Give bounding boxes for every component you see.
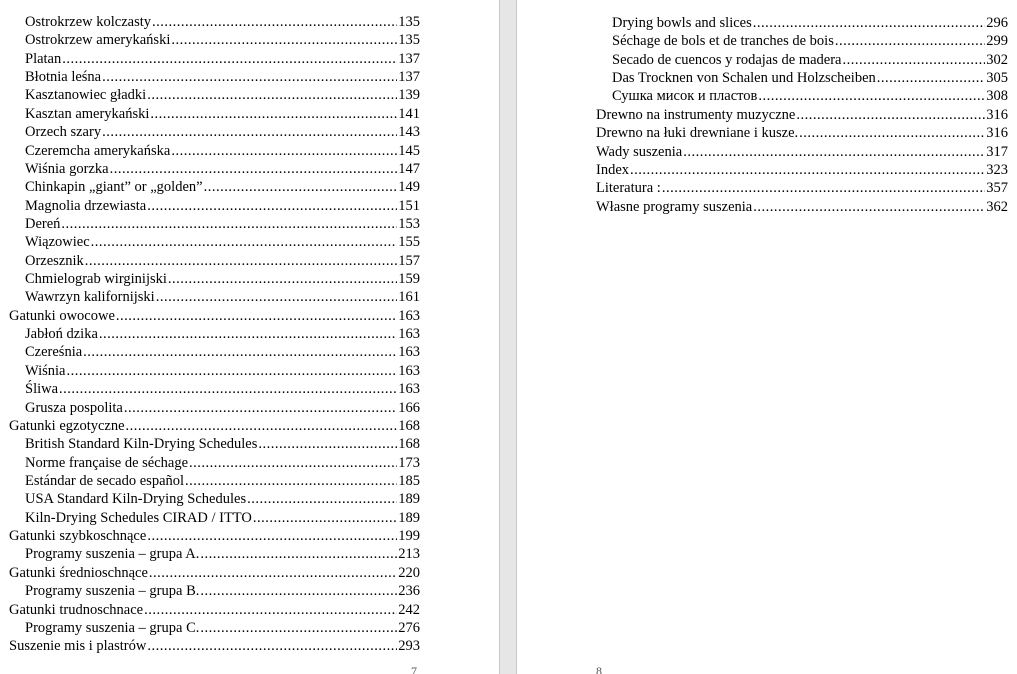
- toc-entry[interactable]: [9, 582, 420, 600]
- toc-entry[interactable]: [9, 325, 420, 343]
- toc-dot-leader: [204, 178, 397, 196]
- toc-dot-leader: [842, 51, 985, 69]
- toc-entry[interactable]: [9, 215, 420, 233]
- toc-entry-title: Literatura :: [596, 180, 661, 197]
- table-of-contents-right: [596, 14, 1008, 216]
- toc-dot-leader: [753, 14, 985, 32]
- toc-entry-title: Drewno na łuki drewniane i kusze.: [596, 125, 799, 142]
- toc-dot-leader: [99, 325, 397, 343]
- toc-dot-leader: [116, 307, 397, 325]
- toc-dot-leader: [124, 399, 397, 417]
- toc-entry-page-number: 166: [398, 399, 420, 416]
- toc-entry[interactable]: [9, 399, 420, 417]
- toc-entry[interactable]: [9, 252, 420, 270]
- toc-entry-title: Séchage de bols et de tranches de bois: [612, 33, 834, 50]
- toc-entry[interactable]: [596, 179, 1008, 197]
- toc-entry-title: Wiśnia: [25, 362, 66, 379]
- toc-dot-leader: [630, 161, 985, 179]
- toc-entry-page-number: 305: [986, 70, 1008, 87]
- toc-entry-page-number: 199: [398, 528, 420, 545]
- toc-entry[interactable]: [9, 545, 420, 563]
- toc-entry-page-number: 151: [398, 197, 420, 214]
- toc-entry-title: Secado de cuencos y rodajas de madera: [612, 51, 842, 68]
- toc-entry[interactable]: [9, 50, 420, 68]
- toc-dot-leader: [59, 380, 397, 398]
- toc-entry-title: Magnolia drzewiasta: [25, 197, 147, 214]
- toc-dot-leader: [67, 362, 398, 380]
- toc-dot-leader: [189, 454, 397, 472]
- toc-entry-page-number: 299: [986, 33, 1008, 50]
- toc-entry-page-number: 143: [398, 124, 420, 141]
- toc-entry-page-number: 316: [986, 125, 1008, 142]
- toc-dot-leader: [147, 197, 397, 215]
- toc-entry-title: Dereń: [25, 215, 61, 232]
- toc-entry-title: Chmielograb wirginijski: [25, 271, 167, 288]
- toc-entry-page-number: 159: [398, 271, 420, 288]
- toc-entry[interactable]: [9, 435, 420, 453]
- toc-entry-page-number: 137: [398, 50, 420, 67]
- toc-entry-page-number: 163: [398, 307, 420, 324]
- toc-entry-page-number: 316: [986, 106, 1008, 123]
- toc-entry-page-number: 163: [398, 362, 420, 379]
- toc-entry-page-number: 357: [986, 180, 1008, 197]
- toc-dot-leader: [799, 124, 985, 142]
- toc-entry-title: Index: [596, 161, 630, 178]
- toc-entry[interactable]: [9, 13, 420, 31]
- toc-entry-page-number: 317: [986, 143, 1008, 160]
- toc-entry[interactable]: [596, 161, 1008, 179]
- toc-dot-leader: [147, 637, 397, 655]
- toc-entry-page-number: 157: [398, 252, 420, 269]
- toc-entry-title: Gatunki średnioschnące: [9, 564, 148, 581]
- toc-entry-page-number: 155: [398, 234, 420, 251]
- toc-entry-title: Wawrzyn kalifornijski: [25, 289, 155, 306]
- toc-entry[interactable]: [9, 637, 420, 655]
- toc-entry-page-number: 139: [398, 87, 420, 104]
- toc-entry-page-number: 236: [398, 583, 420, 600]
- toc-entry[interactable]: [596, 143, 1008, 161]
- toc-dot-leader: [662, 179, 985, 197]
- toc-entry-title: Chinkapin „giant” or „golden”: [25, 179, 203, 196]
- toc-entry-title: Drewno na instrumenty muzyczne: [596, 106, 796, 123]
- toc-entry[interactable]: [596, 87, 1008, 105]
- toc-entry-page-number: 135: [398, 32, 420, 49]
- toc-entry-title: Własne programy suszenia: [596, 198, 753, 215]
- toc-entry-title: USA Standard Kiln-Drying Schedules: [25, 491, 247, 508]
- toc-entry-title: Gatunki szybkoschnące: [9, 528, 147, 545]
- toc-dot-leader: [247, 490, 397, 508]
- toc-entry[interactable]: [9, 270, 420, 288]
- toc-dot-leader: [110, 160, 397, 178]
- toc-entry-title: Gatunki trudnoschnace: [9, 601, 144, 618]
- toc-entry-title: Kasztanowiec gładki: [25, 87, 147, 104]
- toc-entry-page-number: 149: [398, 179, 420, 196]
- toc-entry-title: Platan: [25, 50, 62, 67]
- right-page: [517, 0, 1017, 674]
- toc-entry-page-number: 141: [398, 105, 420, 122]
- toc-dot-leader: [758, 87, 985, 105]
- toc-entry-page-number: 153: [398, 215, 420, 232]
- toc-entry-title: Czereśnia: [25, 344, 83, 361]
- toc-entry[interactable]: [596, 69, 1008, 87]
- toc-dot-leader: [168, 270, 397, 288]
- toc-entry-title: Estándar de secado español: [25, 472, 185, 489]
- toc-dot-leader: [258, 435, 397, 453]
- toc-entry-title: Śliwa: [25, 381, 59, 398]
- toc-entry[interactable]: [596, 198, 1008, 216]
- page-number-folio-right: 8: [596, 664, 602, 674]
- toc-entry[interactable]: [9, 288, 420, 306]
- toc-dot-leader: [171, 142, 397, 160]
- toc-dot-leader: [200, 619, 397, 637]
- toc-entry[interactable]: [9, 105, 420, 123]
- toc-entry[interactable]: [9, 601, 420, 619]
- toc-entry[interactable]: [596, 106, 1008, 124]
- toc-entry[interactable]: [9, 178, 420, 196]
- toc-dot-leader: [683, 143, 985, 161]
- toc-dot-leader: [147, 86, 397, 104]
- toc-entry-page-number: 293: [398, 638, 420, 655]
- toc-entry-title: Suszenie mis i plastrów: [9, 638, 147, 655]
- toc-entry-title: Programy suszenia – grupa A.: [25, 546, 200, 563]
- toc-entry[interactable]: [596, 51, 1008, 69]
- toc-dot-leader: [144, 601, 397, 619]
- toc-entry-page-number: 213: [398, 546, 420, 563]
- toc-entry-title: Orzech szary: [25, 124, 102, 141]
- toc-entry[interactable]: [9, 362, 420, 380]
- toc-entry-title: Gatunki egzotyczne: [9, 417, 125, 434]
- toc-entry[interactable]: [9, 68, 420, 86]
- toc-entry-title: Das Trocknen von Schalen und Holzscheiben: [612, 70, 876, 87]
- toc-entry-page-number: 163: [398, 326, 420, 343]
- toc-entry-title: Ostrokrzew kolczasty: [25, 14, 152, 30]
- toc-entry[interactable]: [9, 472, 420, 490]
- toc-entry[interactable]: [9, 509, 420, 527]
- toc-entry-title: Orzesznik: [25, 252, 84, 269]
- toc-entry-page-number: 163: [398, 381, 420, 398]
- toc-entry[interactable]: [596, 124, 1008, 142]
- toc-entry-title: Kasztan amerykański: [25, 105, 150, 122]
- toc-dot-leader: [62, 50, 397, 68]
- toc-entry[interactable]: [9, 380, 420, 398]
- toc-entry-page-number: 362: [986, 198, 1008, 215]
- toc-dot-leader: [171, 31, 397, 49]
- toc-entry-title: Programy suszenia – grupa B.: [25, 583, 200, 600]
- toc-entry[interactable]: [596, 32, 1008, 50]
- toc-entry-title: Drying bowls and slices: [612, 15, 752, 31]
- toc-entry-title: Błotnia leśna: [25, 69, 102, 86]
- toc-entry-page-number: 189: [398, 491, 420, 508]
- toc-entry-title: Kiln-Drying Schedules CIRAD / ITTO: [25, 509, 252, 526]
- toc-entry[interactable]: [9, 123, 420, 141]
- toc-entry-page-number: 147: [398, 160, 420, 177]
- toc-dot-leader: [200, 545, 397, 563]
- toc-entry-page-number: 308: [986, 88, 1008, 105]
- toc-dot-leader: [253, 509, 397, 527]
- toc-dot-leader: [102, 123, 397, 141]
- toc-entry-page-number: 296: [986, 15, 1008, 31]
- toc-entry[interactable]: [9, 619, 420, 637]
- toc-dot-leader: [149, 564, 397, 582]
- toc-entry[interactable]: [9, 197, 420, 215]
- toc-entry-page-number: 161: [398, 289, 420, 306]
- toc-entry-page-number: 145: [398, 142, 420, 159]
- toc-dot-leader: [156, 288, 397, 306]
- toc-entry-title: Gatunki owocowe: [9, 307, 115, 324]
- toc-dot-leader: [83, 343, 397, 361]
- page-number-folio-left: 7: [411, 664, 417, 674]
- toc-dot-leader: [91, 233, 397, 251]
- toc-dot-leader: [877, 69, 985, 87]
- toc-entry-page-number: 323: [986, 161, 1008, 178]
- toc-entry[interactable]: [9, 307, 420, 325]
- toc-entry-page-number: 185: [398, 472, 420, 489]
- toc-dot-leader: [753, 198, 985, 216]
- toc-entry-title: Programy suszenia – grupa C.: [25, 619, 200, 636]
- toc-entry-title: British Standard Kiln-Drying Schedules: [25, 436, 258, 453]
- toc-dot-leader: [185, 472, 397, 490]
- toc-entry[interactable]: [9, 160, 420, 178]
- toc-entry-title: Jabłoń dzika: [25, 326, 98, 343]
- toc-entry-page-number: 163: [398, 344, 420, 361]
- toc-entry-title: Czeremcha amerykańska: [25, 142, 171, 159]
- toc-entry-title: Сушка мисок и пластов: [612, 88, 758, 105]
- toc-entry-page-number: 302: [986, 51, 1008, 68]
- toc-dot-leader: [102, 68, 397, 86]
- toc-entry-title: Ostrokrzew amerykański: [25, 32, 171, 49]
- toc-entry-page-number: 135: [398, 14, 420, 30]
- toc-entry[interactable]: [9, 31, 420, 49]
- toc-entry[interactable]: [9, 564, 420, 582]
- toc-dot-leader: [150, 105, 397, 123]
- toc-entry-title: Grusza pospolita: [25, 399, 123, 416]
- page-gutter-divider: [499, 0, 517, 674]
- toc-entry[interactable]: [9, 417, 420, 435]
- toc-entry[interactable]: [9, 343, 420, 361]
- toc-entry-page-number: 173: [398, 454, 420, 471]
- toc-dot-leader: [152, 13, 397, 31]
- toc-dot-leader: [126, 417, 397, 435]
- toc-entry-page-number: 168: [398, 436, 420, 453]
- left-page: [0, 0, 499, 674]
- toc-entry[interactable]: [9, 86, 420, 104]
- toc-entry-page-number: 220: [398, 564, 420, 581]
- toc-entry-page-number: 137: [398, 69, 420, 86]
- toc-entry-title: Wady suszenia: [596, 143, 683, 160]
- toc-entry[interactable]: [9, 527, 420, 545]
- toc-entry-page-number: 276: [398, 619, 420, 636]
- toc-dot-leader: [835, 32, 985, 50]
- toc-dot-leader: [85, 252, 397, 270]
- toc-entry-title: Wiązowiec: [25, 234, 90, 251]
- toc-entry[interactable]: [9, 490, 420, 508]
- toc-dot-leader: [796, 106, 985, 124]
- toc-dot-leader: [61, 215, 397, 233]
- toc-entry-page-number: 189: [398, 509, 420, 526]
- toc-dot-leader: [200, 582, 397, 600]
- toc-dot-leader: [147, 527, 397, 545]
- toc-entry-page-number: 168: [398, 417, 420, 434]
- table-of-contents-left: [9, 13, 420, 656]
- toc-entry[interactable]: [9, 454, 420, 472]
- toc-entry[interactable]: [596, 14, 1008, 32]
- toc-entry-page-number: 242: [398, 601, 420, 618]
- toc-entry-title: Wiśnia gorzka: [25, 160, 109, 177]
- toc-entry[interactable]: [9, 233, 420, 251]
- toc-entry-title: Norme française de séchage: [25, 454, 189, 471]
- toc-entry[interactable]: [9, 142, 420, 160]
